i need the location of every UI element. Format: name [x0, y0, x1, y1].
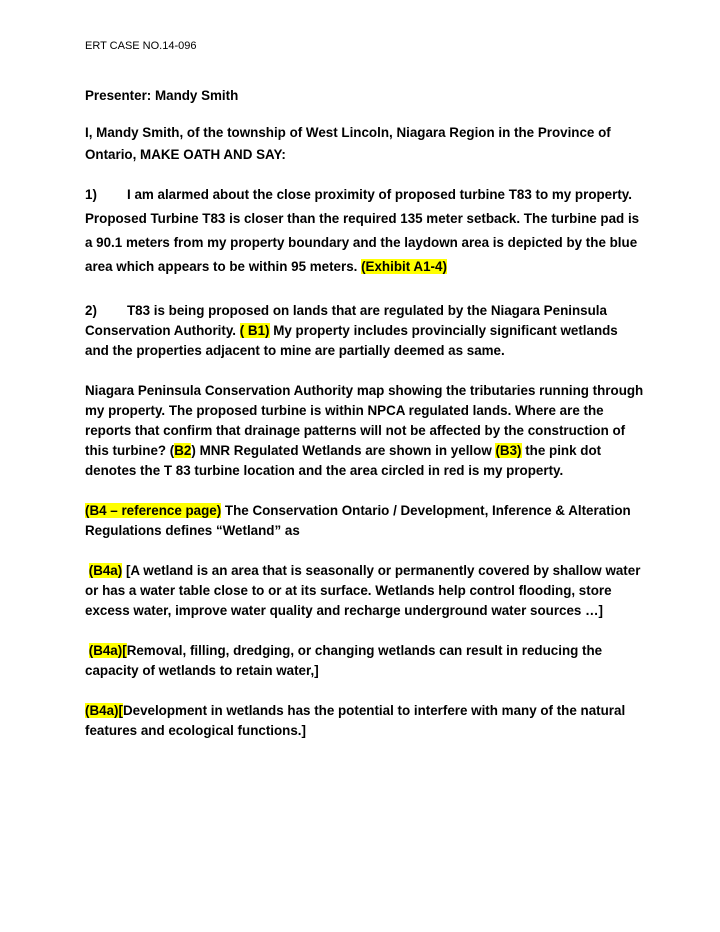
npca-text-b: ) MNR Regulated Wetlands are shown in yellow: [191, 443, 496, 458]
npca-paragraph: [85, 381, 645, 481]
exhibit-b4-ref: (B4 – reference page): [85, 503, 222, 518]
affidavit-body: [85, 86, 645, 741]
b4a-text-2: Removal, filling, dredging, or changing wetlands can result in reducing the capacity of wetlands to retain water,]: [85, 643, 603, 678]
npca-text-a: Niagara Peninsula Conservation Authority map showing the tributaries running through my property. The proposed turbine is within NPCA regulated lands. Where are the reports that confirm that drainage patterns will not be affected by the construction of this turbine? (: [85, 383, 644, 458]
b4a-text-1: [A wetland is an area that is seasonally or permanently covered by shallow water or has a water table close to or at its surface. Wetlands help control flooding, store excess water, improve water quality and recharge underground water sources …]: [85, 563, 641, 618]
paragraph-2: [85, 301, 645, 361]
paragraph-2-text-a: T83 is being proposed on lands that are regulated by the Niagara Peninsula Conservation Authority.: [85, 303, 607, 338]
paragraph-1: [85, 183, 645, 279]
npca-text-c: the pink dot denotes the T 83 turbine location and the area circled in red is my property.: [85, 443, 602, 478]
b4a-paragraph-3: [85, 701, 645, 741]
exhibit-a1-4-ref: (Exhibit A1-4): [361, 259, 447, 274]
exhibit-b2-ref: B2: [174, 443, 192, 458]
paragraph-1-text: I am alarmed about the close proximity of proposed turbine T83 to my property. Proposed Turbine T83 is closer than the required 135 meter setback. The turbine pad is a 90.1 meters from my property boundary and the laydown area is depicted by the blue area which appears to be within 95 meters.: [85, 187, 640, 274]
b4a-text-3: Development in wetlands has the potential to interfere with many of the natural features and ecological functions.]: [85, 703, 626, 738]
b4a-paragraph-1: [85, 561, 645, 621]
paragraph-1-number: 1): [85, 187, 97, 202]
b4-text: The Conservation Ontario / Development, Inference & Alteration Regulations defines “Wetland” as: [85, 503, 631, 538]
b4a-paragraph-2: [85, 641, 645, 681]
presenter-line: Presenter: Mandy Smith: [85, 88, 239, 103]
b4-paragraph: [85, 501, 645, 541]
exhibit-b4a-ref-3: (B4a)[: [85, 703, 123, 718]
paragraph-2-text-b: My property includes provincially significant wetlands and the properties adjacent to mine are partially deemed as same.: [85, 323, 618, 358]
exhibit-b4a-ref-1: (B4a): [88, 563, 123, 578]
exhibit-b4a-ref-2: (B4a)[: [88, 643, 127, 658]
exhibit-b1-ref: ( B1): [239, 323, 270, 338]
case-number-header: ERT CASE NO.14-096: [85, 40, 197, 52]
oath-paragraph: I, Mandy Smith, of the township of West Lincoln, Niagara Region in the Province of Ontario, MAKE OATH AND SAY:: [85, 125, 611, 162]
paragraph-2-number: 2): [85, 303, 97, 318]
exhibit-b3-ref: (B3): [495, 443, 522, 458]
